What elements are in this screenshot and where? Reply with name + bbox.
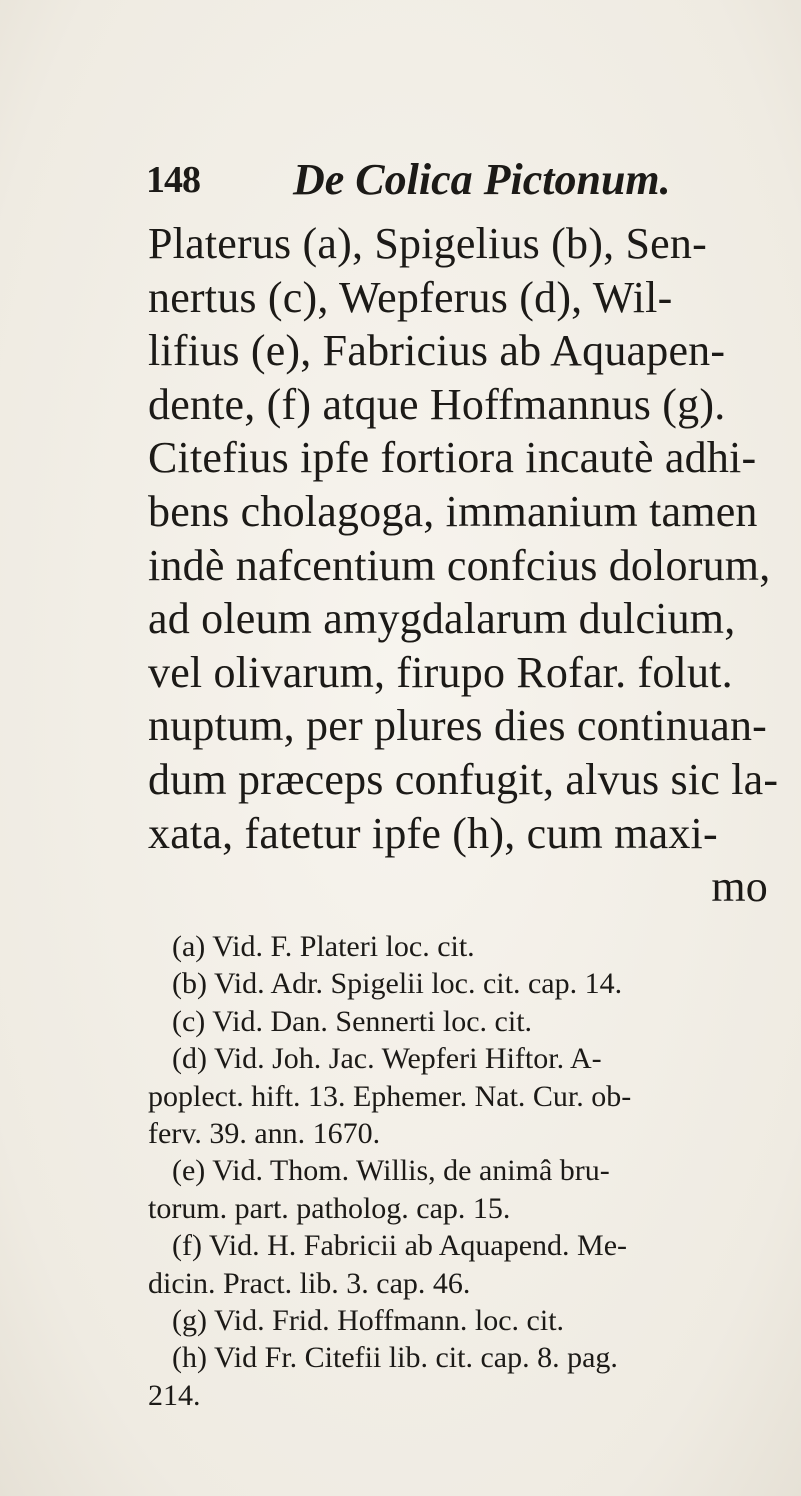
text-line: ad oleum amygdalarum dulcium, [148, 594, 736, 644]
text-line: Citefius ipfe fortiora incautè adhi- [148, 433, 757, 483]
footnote-line: torum. part. patholog. cap. 15. [148, 1191, 511, 1225]
footnote-line: ferv. 39. ann. 1670. [148, 1116, 381, 1150]
text-line: Platerus (a), Spigelius (b), Sen- [148, 219, 707, 268]
text-line: lifius (e), Fabricius ab Aquapen- [148, 326, 726, 376]
footnote-line: (b) Vid. Adr. Spigelii loc. cit. cap. 14. [172, 967, 623, 1001]
text-line: xata, fatetur ipfe (h), cum maxi- [148, 808, 718, 858]
text-line: bens cholagoga, immanium tamen [148, 486, 758, 536]
footnote-line: (g) Vid. Frid. Hoffmann. loc. cit. [172, 1303, 565, 1337]
text-line: nertus (c), Wepferus (d), Wil- [148, 272, 673, 322]
footnotes [148, 928, 778, 1414]
page-header [146, 152, 766, 212]
footnote-line: (f) Vid. H. Fabricii ab Aquapend. Me- [172, 1229, 628, 1263]
text-line: dente, (f) atque Hoffmannus (g). [148, 379, 726, 429]
footnote-line: 214. [148, 1378, 201, 1412]
footnote-line: (e) Vid. Thom. Willis, de animâ bru- [172, 1154, 610, 1188]
text-line: vel olivarum, firupo Rofar. folut. [148, 647, 733, 697]
catchword: mo [711, 862, 768, 912]
footnote-line: (c) Vid. Dan. Sennerti loc. cit. [172, 1004, 533, 1038]
text-line: nuptum, per plures dies continuan- [148, 701, 767, 751]
footnote-line: poplect. hift. 13. Ephemer. Nat. Cur. ob- [148, 1079, 632, 1113]
footnote-line: (h) Vid Fr. Citefii lib. cit. cap. 8. pag. [172, 1341, 618, 1375]
main-text [148, 217, 788, 914]
text-line: dum præceps confugit, alvus sic la- [148, 754, 779, 804]
running-title: De Colica Pictonum. [293, 155, 671, 204]
footnote-line: (a) Vid. F. Plateri loc. cit. [172, 930, 475, 963]
footnote-line: (d) Vid. Joh. Jac. Wepferi Hiftor. A- [172, 1042, 602, 1076]
text-line: indè nafcentium confcius dolorum, [148, 540, 771, 590]
page-number: 148 [146, 159, 200, 201]
footnote-line: dicin. Pract. lib. 3. cap. 46. [148, 1266, 471, 1300]
